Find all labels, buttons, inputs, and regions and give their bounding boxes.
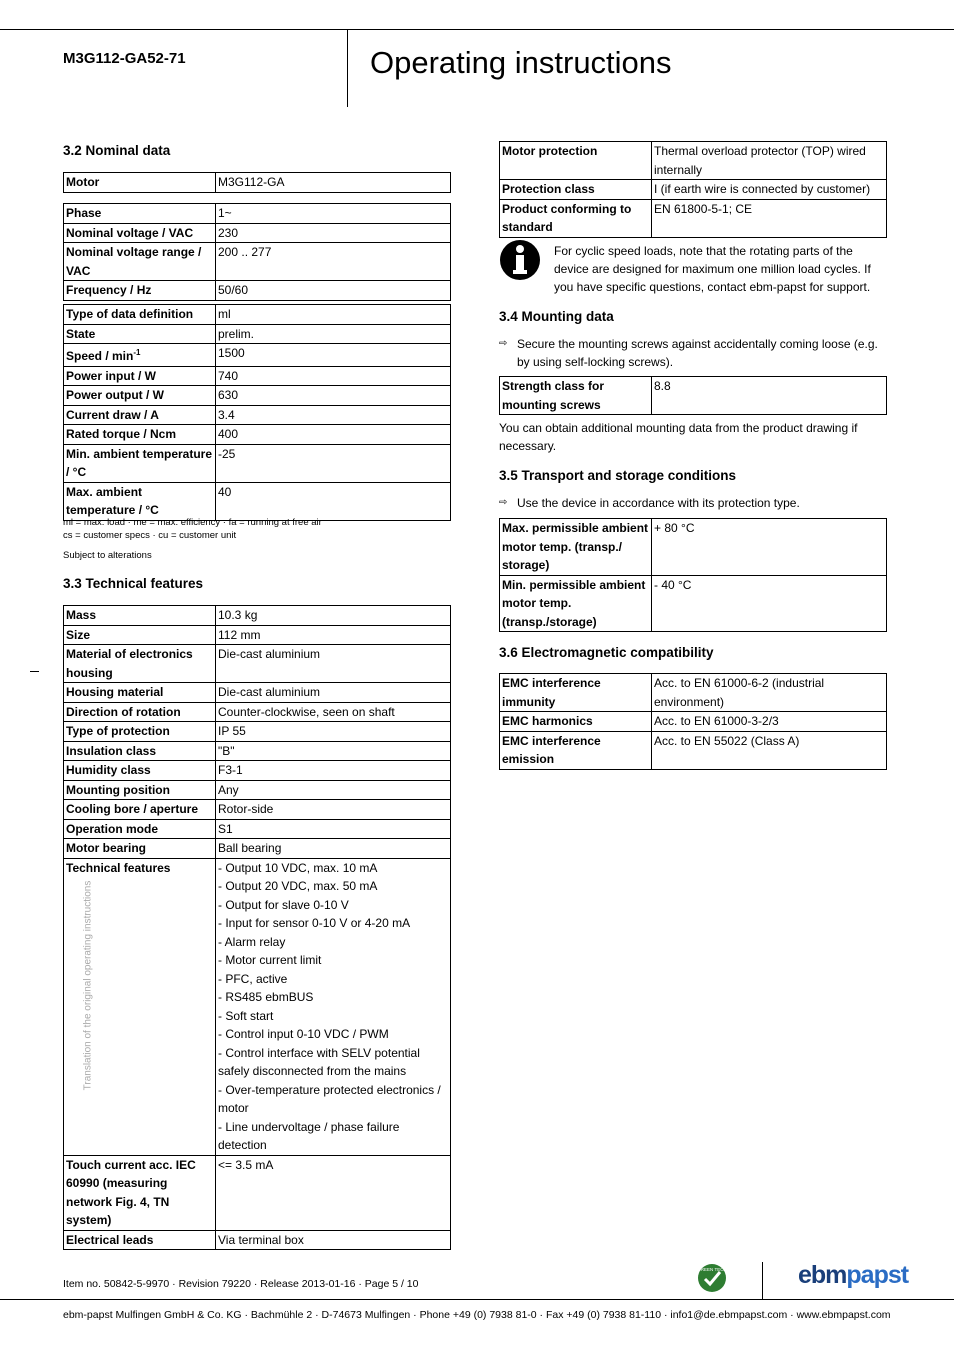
legend-line-2: cs = customer specs · cu = customer unit (63, 530, 237, 541)
row-value: F3-1 (216, 761, 451, 781)
row-value: Die-cast aluminium (216, 645, 451, 683)
row-label: Mass (64, 606, 216, 626)
row-label: Power output / W (64, 386, 216, 406)
table-row (64, 173, 451, 193)
table-row (500, 731, 887, 769)
heading-technical-features: 3.3 Technical features (63, 576, 204, 591)
table-row (500, 199, 887, 237)
table-row (500, 712, 887, 732)
row-value: Via terminal box (216, 1230, 451, 1250)
row-label: Frequency / Hz (64, 281, 216, 301)
row-value: 1500 (216, 344, 451, 367)
table-row (64, 819, 451, 839)
table-mounting (499, 376, 887, 415)
side-caption: Translation of the original operating instructions (82, 880, 94, 1091)
row-label: State (64, 324, 216, 344)
table-electrical (63, 203, 451, 301)
row-value: <= 3.5 mA (216, 1155, 451, 1230)
row-value: 112 mm (216, 625, 451, 645)
row-value: ml (216, 305, 451, 325)
table-row (64, 344, 451, 367)
row-value: 740 (216, 366, 451, 386)
row-value: S1 (216, 819, 451, 839)
table-row (64, 625, 451, 645)
row-value: 3.4 (216, 405, 451, 425)
row-value: 10.3 kg (216, 606, 451, 626)
item-info: Item no. 50842-5-9970 · Revision 79220 · Release 2013-01-16 · Page 5 / 10 (63, 1278, 419, 1290)
table-row (64, 305, 451, 325)
row-label: Protection class (500, 180, 652, 200)
legend-line-1: ml = max. load · me = max. efficiency · fa = running at free air (63, 517, 322, 528)
row-value: 230 (216, 223, 451, 243)
table-row (64, 780, 451, 800)
row-label: Product conforming to standard (500, 199, 652, 237)
list-item: - Output 10 VDC, max. 10 mA (218, 860, 378, 875)
row-value: Ball bearing (216, 839, 451, 859)
row-label: Min. permissible ambient motor temp. (transp./storage) (500, 575, 652, 632)
table-motor (63, 172, 451, 193)
row-label: Rated torque / Ncm (64, 425, 216, 445)
table-row (500, 180, 887, 200)
row-value: -25 (216, 444, 451, 482)
list-item: - Alarm relay (218, 934, 286, 949)
table-row (64, 761, 451, 781)
table-row (500, 142, 887, 180)
heading-emc: 3.6 Electromagnetic compatibility (499, 645, 714, 660)
mounting-note: You can obtain additional mounting data from the product drawing if necessary. (499, 421, 858, 453)
row-value: 400 (216, 425, 451, 445)
heading-mounting-data: 3.4 Mounting data (499, 309, 614, 324)
table-row (64, 324, 451, 344)
row-label: Nominal voltage / VAC (64, 223, 216, 243)
table-row (500, 674, 887, 712)
table-row (64, 645, 451, 683)
row-value: 50/60 (216, 281, 451, 301)
list-item: - Line undervoltage / phase failure detection (218, 1119, 400, 1152)
row-label: Nominal voltage range / VAC (64, 243, 216, 281)
table-row (64, 606, 451, 626)
table-technical (63, 605, 451, 1250)
row-value: IP 55 (216, 722, 451, 742)
list-item: - Output for slave 0-10 V (218, 897, 349, 912)
table-operating (63, 304, 451, 521)
row-label: Min. ambient temperature / °C (64, 444, 216, 482)
table-row (64, 243, 451, 281)
logo-part-ebm: ebm (798, 1261, 847, 1289)
row-value: prelim. (216, 324, 451, 344)
row-value: Acc. to EN 55022 (Class A) (652, 731, 887, 769)
info-icon (499, 239, 541, 281)
logo-part-papst: papst (846, 1261, 909, 1289)
unit-superscript: -1 (133, 348, 141, 357)
row-value: Any (216, 780, 451, 800)
row-label: Housing material (64, 683, 216, 703)
list-item: - Over-temperature protected electronics / motor (218, 1082, 441, 1115)
table-row (64, 386, 451, 406)
row-label: Electrical leads (64, 1230, 216, 1250)
company-info: ebm-papst Mulfingen GmbH & Co. KG · Bachmühle 2 · D-74673 Mulfingen · Phone +49 (0) 7938 81-0 · Fax +49 (0) 7938 81-110 · info1@de.ebmpapst.com · www.ebmpapst.com (63, 1309, 891, 1321)
table-row (64, 1155, 451, 1230)
list-item: - Motor current limit (218, 953, 322, 967)
table-row (500, 575, 887, 632)
mounting-bullet (499, 335, 887, 371)
row-value: Rotor-side (216, 800, 451, 820)
row-value: Counter-clockwise, seen on shaft (216, 702, 451, 722)
table-row (64, 741, 451, 761)
row-label: Touch current acc. IEC 60990 (measuring network Fig. 4, TN system) (64, 1155, 216, 1230)
row-label: Operation mode (64, 819, 216, 839)
row-value: "B" (216, 741, 451, 761)
row-value: M3G112-GA (216, 173, 451, 193)
badge-label: GREEN TECH (697, 1267, 727, 1272)
row-label: Cooling bore / aperture (64, 800, 216, 820)
table-row (64, 800, 451, 820)
footer-divider (762, 1262, 763, 1299)
row-label: Power input / W (64, 366, 216, 386)
header-divider (347, 29, 348, 107)
table-row (64, 839, 451, 859)
row-value: 200 .. 277 (216, 243, 451, 281)
row-label: Technical features (64, 858, 216, 1155)
table-row (64, 223, 451, 243)
row-label: Current draw / A (64, 405, 216, 425)
header-top-rule (0, 29, 954, 30)
fold-mark (30, 671, 39, 672)
document-id: M3G112-GA52-71 (63, 50, 186, 67)
row-label: Direction of rotation (64, 702, 216, 722)
table-row (64, 482, 451, 520)
heading-transport: 3.5 Transport and storage conditions (499, 468, 737, 483)
footer-rule (0, 1299, 954, 1300)
row-value: + 80 °C (652, 519, 887, 576)
row-value: 630 (216, 386, 451, 406)
row-value: I (if earth wire is connected by customer) (652, 180, 887, 200)
row-label: EMC interference immunity (500, 674, 652, 712)
heading-nominal-data: 3.2 Nominal data (63, 143, 171, 158)
table-row (64, 425, 451, 445)
table-transport (499, 518, 887, 632)
row-value: Acc. to EN 61000-3-2/3 (652, 712, 887, 732)
table-row (64, 722, 451, 742)
list-item: - Input for sensor 0-10 V or 4-20 mA (218, 916, 411, 930)
arrow-icon: ⇨ (499, 497, 508, 508)
row-label: EMC interference emission (500, 731, 652, 769)
row-value: Thermal overload protector (TOP) wired internally (652, 142, 887, 180)
row-value: Die-cast aluminium (216, 683, 451, 703)
page-title: Operating instructions (370, 45, 672, 80)
list-item: - RS485 ebmBUS (218, 990, 314, 1004)
row-label: Humidity class (64, 761, 216, 781)
info-note: For cyclic speed loads, note that the rotating parts of the device are designed for maximum one million load cycles. If you have specific questions, contact ebm-papst for support. (554, 244, 871, 294)
list-item: - PFC, active (218, 971, 288, 986)
transport-bullet-text: Use the device in accordance with its protection type. (517, 496, 800, 510)
row-value: EN 61800-5-1; CE (652, 199, 887, 237)
row-label: Speed / $\min^{-1}$ (64, 344, 216, 367)
row-label: Motor (64, 173, 216, 193)
ebmpapst-logo (798, 1261, 908, 1290)
technical-features-list (216, 858, 451, 1155)
row-label: Type of data definition (64, 305, 216, 325)
table-emc (499, 673, 887, 770)
table-row (64, 281, 451, 301)
row-label: Motor protection (500, 142, 652, 180)
table-row (64, 366, 451, 386)
arrow-icon: ⇨ (499, 338, 508, 349)
row-value: 40 (216, 482, 451, 520)
table-row (64, 858, 451, 1155)
table-row (500, 377, 887, 415)
row-label: Strength class for mounting screws (500, 377, 652, 415)
row-value: - 40 °C (652, 575, 887, 632)
subject-to-alterations: Subject to alterations (63, 550, 152, 561)
row-label: Max. ambient temperature / °C (64, 482, 216, 520)
list-item: - Soft start (218, 1008, 274, 1023)
row-label: Phase (64, 204, 216, 224)
list-item: - Control interface with SELV potential safely disconnected from the mains (218, 1045, 420, 1078)
row-value: 1~ (216, 204, 451, 224)
table-row (500, 519, 887, 576)
mounting-bullet-text: Secure the mounting screws against accidentally coming loose (e.g. by using self-locking screws). (517, 337, 878, 369)
row-label: Mounting position (64, 780, 216, 800)
table-row (64, 702, 451, 722)
list-item: - Output 20 VDC, max. 50 mA (218, 879, 378, 893)
table-protection (499, 141, 887, 238)
row-label: Size (64, 625, 216, 645)
table-row (64, 405, 451, 425)
green-tech-badge-icon (697, 1263, 727, 1293)
transport-bullet (499, 494, 887, 512)
row-label: Motor bearing (64, 839, 216, 859)
table-row (64, 444, 451, 482)
table-row (64, 1230, 451, 1250)
row-label: Material of electronics housing (64, 645, 216, 683)
row-label: Insulation class (64, 741, 216, 761)
row-label: Type of protection (64, 722, 216, 742)
row-label: Max. permissible ambient motor temp. (transp./ storage) (500, 519, 652, 576)
row-value: Acc. to EN 61000-6-2 (industrial environment) (652, 674, 887, 712)
table-row (64, 204, 451, 224)
table-row (64, 683, 451, 703)
list-item: - Control input 0-10 VDC / PWM (218, 1027, 389, 1041)
row-label: EMC harmonics (500, 712, 652, 732)
row-value: 8.8 (652, 377, 887, 415)
